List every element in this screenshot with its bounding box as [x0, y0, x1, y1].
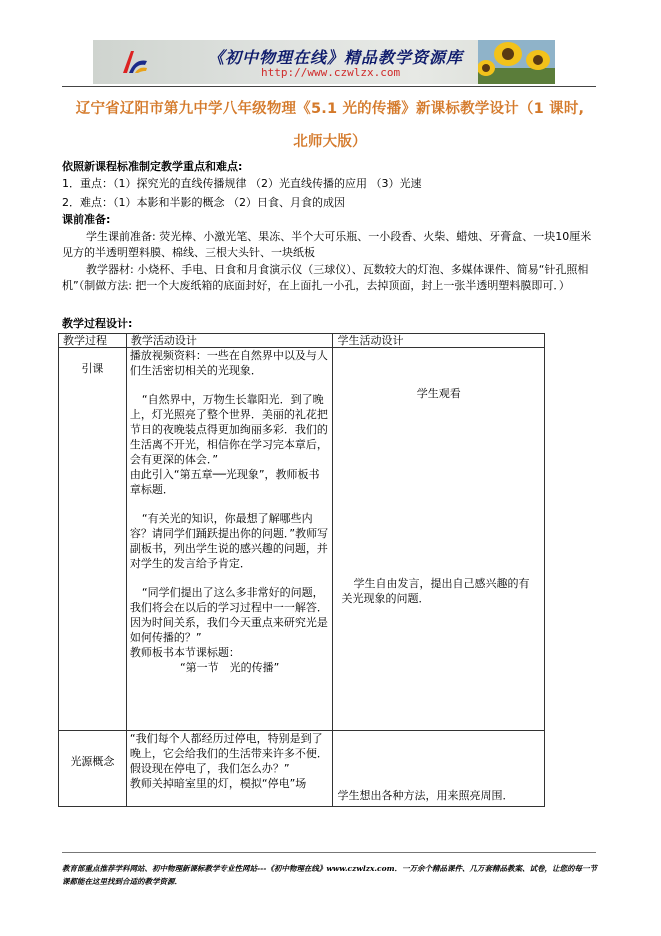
student-activity-text: 学生想出各种方法，用来照亮周围．	[337, 789, 514, 802]
document-title-line1: 辽宁省辽阳市第九中学八年级物理《5.1 光的传播》新课标教学设计（1 课时,	[75, 101, 585, 117]
student-activity-cell	[333, 348, 545, 731]
teacher-activity-cell	[126, 348, 333, 731]
teacher-prep: 教学器材: 小烧杯、手电、日食和月食演示仪（三球仪）、瓦数较大的灯泡、多媒体课件、简易“针孔照相机”（制做方法: 把一个大废纸箱的底面封好，在上面扎一小孔，去掉顶面，封上一张半透明塑料膜即可．）	[62, 263, 589, 292]
sunflower-image	[478, 40, 555, 84]
teacher-activity-cell	[126, 731, 333, 807]
activity-text: “我们每个人都经历过停电，特别是到了晚上，它会给我们的生活带来许多不便．假设现在停电了，我们怎么办？”	[129, 732, 328, 775]
activity-text: “第一节 光的传播”	[179, 661, 280, 674]
footer-divider	[62, 852, 596, 853]
key-points: 1．重点：（1）探究光的直线传播规律 （2）光直线传播的应用 （3）光速	[62, 177, 422, 190]
document-title-line2: 北师大版）	[293, 134, 367, 150]
process-heading: 教学过程设计:	[62, 317, 133, 330]
table-row	[59, 348, 545, 731]
activity-text: “同学们提出了这么多非常好的问题，我们将会在以后的学习过程中一一解答．因为时间关系，我们今天重点来研究光是如何传播的？”	[129, 586, 328, 644]
header-stage: 教学过程	[59, 334, 127, 348]
stage-cell: 引课	[59, 348, 127, 731]
header-divider	[62, 86, 596, 87]
activity-text: “有关光的知识，你最想了解哪些内容？请同学们踊跃提出你的问题．”教师写副板书，列出学生说的感兴趣的问题，并对学生的发言给予肯定．	[129, 512, 329, 570]
stage-cell: 光源概念	[59, 731, 127, 807]
prep-heading: 课前准备:	[62, 213, 111, 226]
banner-title: 《初中物理在线》精品教学资源库	[208, 48, 464, 67]
student-prep: 学生课前准备: 荧光棒、小激光笔、果冻、半个大可乐瓶、一小段香、火柴、蜡烛、牙膏盒、一块10厘米见方的半透明塑料膜、棉线、三根大头针、一块纸板	[62, 230, 592, 259]
focus-heading: 依照新课程标准制定教学重点和难点:	[62, 160, 243, 173]
table-row	[59, 731, 545, 807]
site-banner	[93, 40, 555, 84]
footer-note: 教育部重点推荐学科网站、初中物理新课标教学专业性网站---《初中物理在线》www.czwlzx.com．一万余个精品课件、几万套精品教案、试卷，让您的每一节课都能在这里找到合适的教学资源．	[62, 864, 598, 886]
banner-url-link[interactable]: http://www.czwlzx.com	[261, 66, 401, 79]
student-activity-text: 学生观看	[416, 387, 461, 400]
site-logo-icon	[119, 47, 149, 77]
lesson-plan-table	[58, 333, 545, 807]
activity-text: 播放视频资料：一些在自然界中以及与人们生活密切相关的光现象．	[129, 349, 328, 377]
header-teacher-activity: 教学活动设计	[126, 334, 333, 348]
header-student-activity: 学生活动设计	[333, 334, 545, 348]
activity-text: 教师关掉暗室里的灯，模拟“停电”场	[129, 777, 307, 790]
table-header-row	[59, 334, 545, 348]
student-activity-cell	[333, 731, 545, 807]
student-activity-text: 学生自由发言，提出自己感兴趣的有关光现象的问题．	[341, 577, 530, 605]
activity-text: 教师板书本节课标题：	[129, 646, 240, 659]
difficulties: 2．难点：（1）本影和半影的概念 （2）日食、月食的成因	[62, 196, 345, 209]
activity-text: “自然界中，万物生长靠阳光．到了晚上，灯光照亮了整个世界．美丽的礼花把节日的夜晚装点得更加绚丽多彩．我们的生活离不开光，相信你在学习完本章后，会有更深的体会．”	[129, 393, 328, 466]
activity-text: 由此引入“第五章──光现象”，教师板书章标题．	[129, 468, 320, 496]
